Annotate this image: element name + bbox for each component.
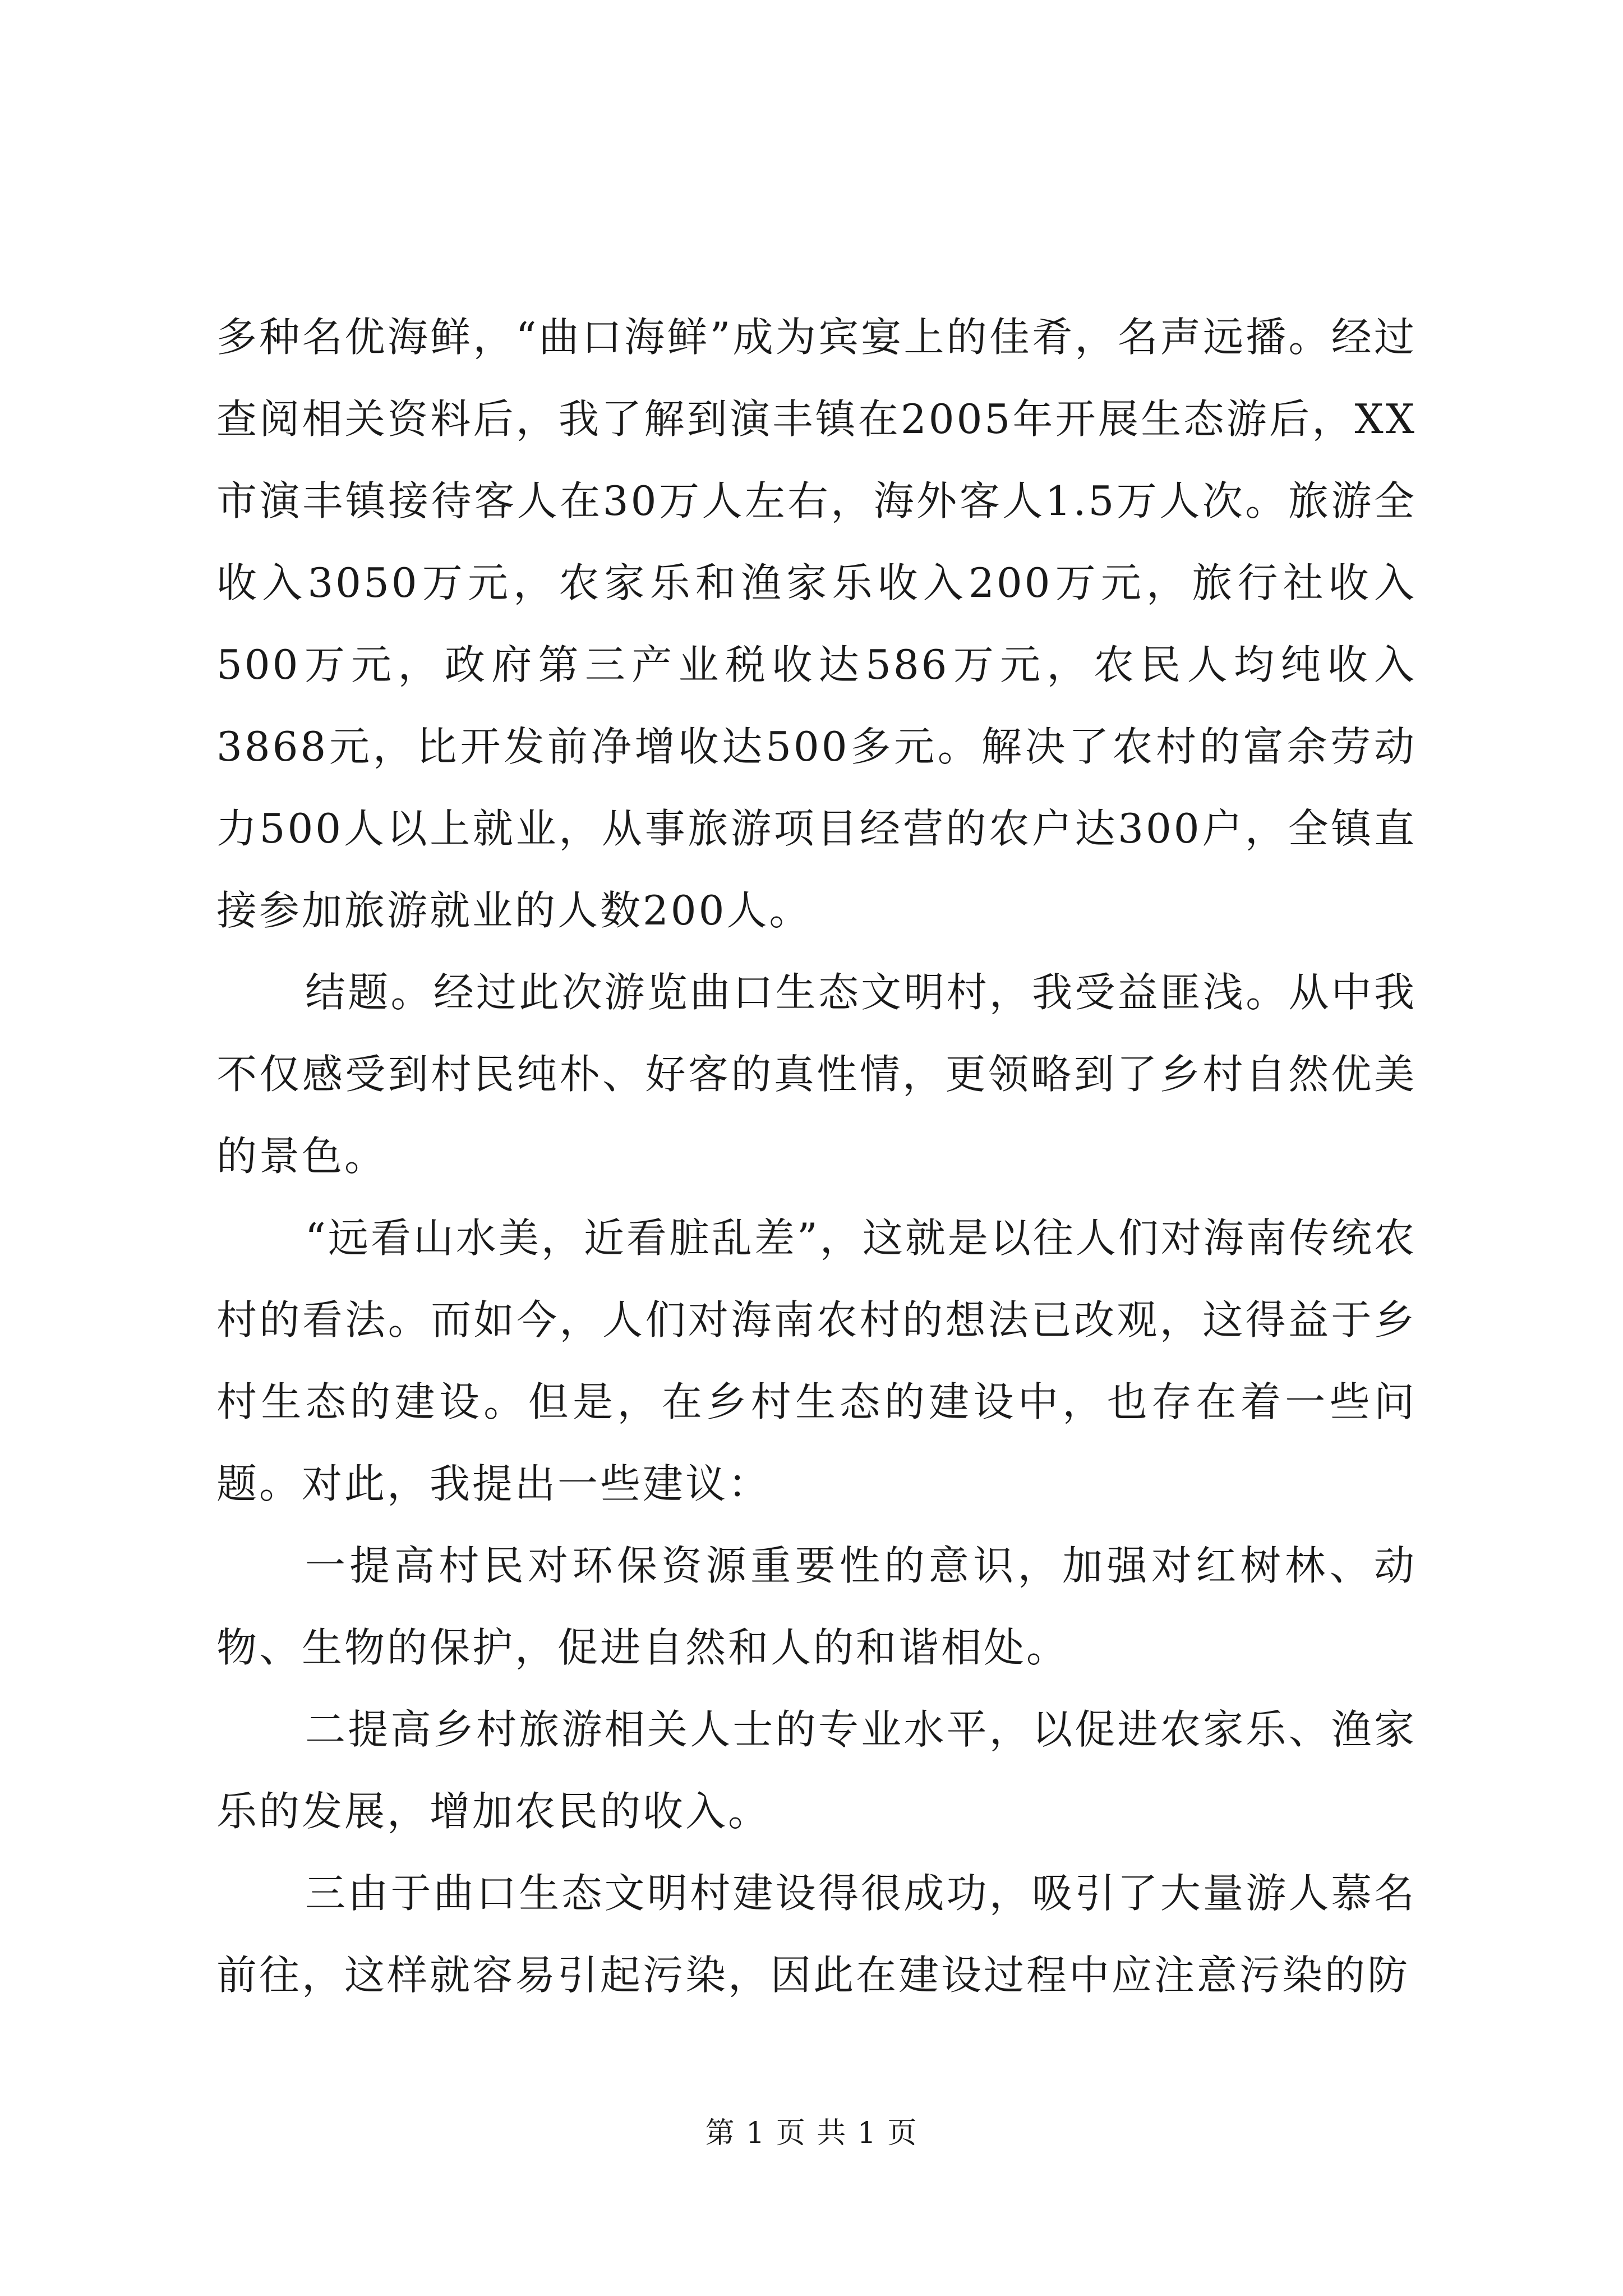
paragraph-1: 多种名优海鲜，“曲口海鲜”成为宾宴上的佳肴，名声远播。经过查阅相关资料后，我了解到演丰镇在2005年开展生态游后，XX市演丰镇接待客人在30万人左右，海外客人1.5万人次。旅游全收入3050万元，农家乐和渔家乐收入200万元，旅行社收入500万元，政府第三产业税收达586万元，农民人均纯收入3868元，比开发前净增收达500多元。解决了农村的富余劳动力500人以上就业，从事旅游项目经营的农户达300户，全镇直接参加旅游就业的人数200人。 — [216, 314, 1417, 934]
document-body — [216, 296, 1417, 2016]
page-number-label: 第 1 页 共 1 页 — [705, 2116, 918, 2150]
paragraph-6: 三由于曲口生态文明村建设得很成功，吸引了大量游人慕名前往，这样就容易引起污染，因此在建设过程中应注意污染的防 — [216, 1870, 1417, 1999]
paragraph-4: 一提高村民对环保资源重要性的意识，加强对红树林、动物、生物的保护，促进自然和人的和谐相处。 — [216, 1542, 1417, 1671]
page-footer — [0, 2109, 1623, 2151]
paragraph-2: 结题。经过此次游览曲口生态文明村，我受益匪浅。从中我不仅感受到村民纯朴、好客的真性情，更领略到了乡村自然优美的景色。 — [216, 969, 1417, 1180]
paragraph-5: 二提高乡村旅游相关人士的专业水平，以促进农家乐、渔家乐的发展，增加农民的收入。 — [216, 1706, 1417, 1835]
paragraph-3: “远看山水美，近看脏乱差”，这就是以往人们对海南传统农村的看法。而如今，人们对海南农村的想法已改观，这得益于乡村生态的建设。但是，在乡村生态的建设中，也存在着一些问题。对此，我提出一些建议： — [216, 1214, 1417, 1507]
